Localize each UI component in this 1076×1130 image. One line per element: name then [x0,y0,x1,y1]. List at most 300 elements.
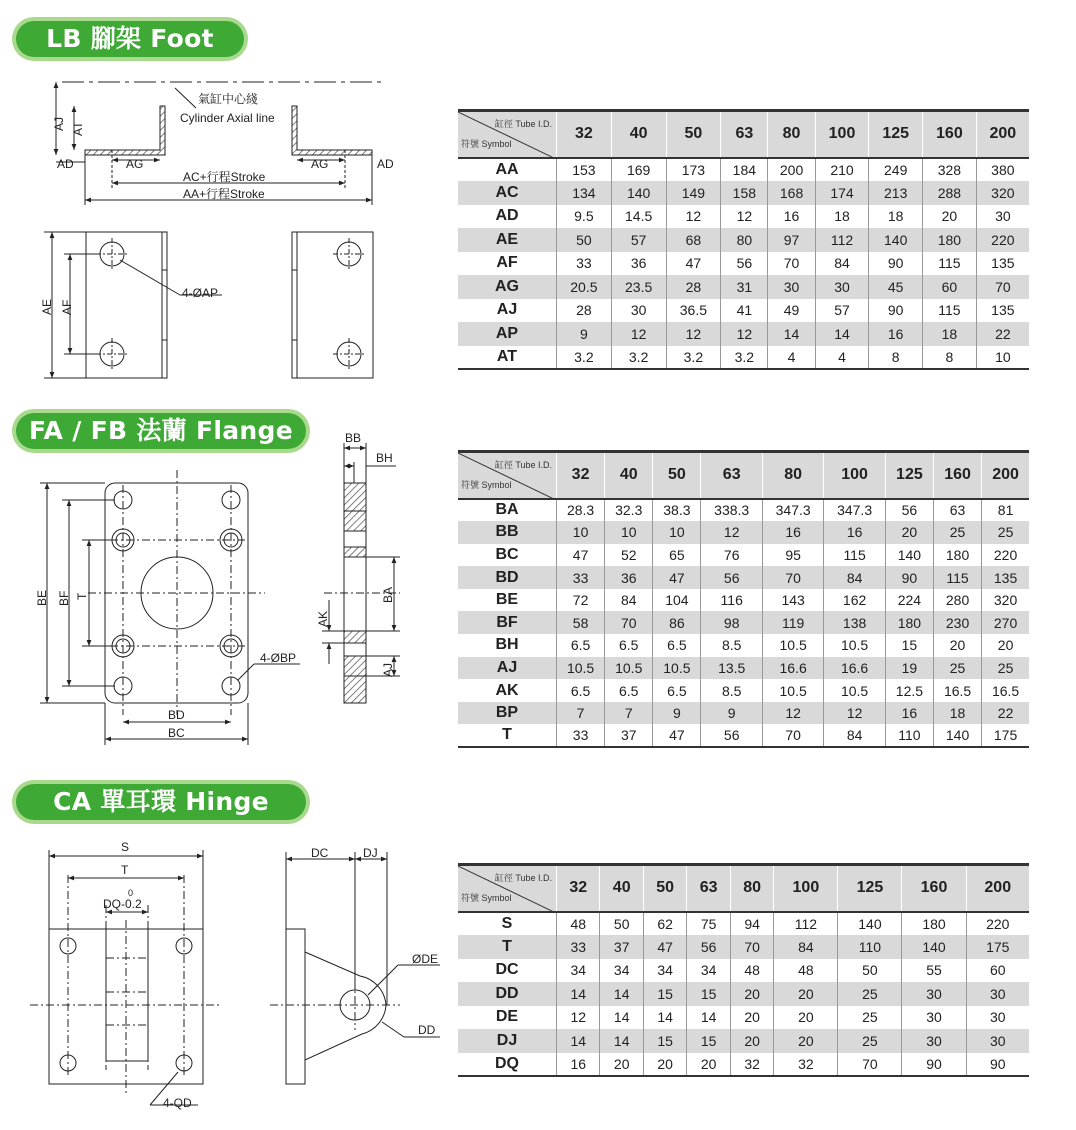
table-cell: 153 [557,158,612,182]
foot-section-title: LB 腳架 Foot [16,21,244,57]
table-cell: 338.3 [701,499,762,522]
table-row [458,702,1029,725]
flange-section-title: FA / FB 法蘭 Flange [16,413,306,449]
table-cell: 173 [666,158,721,182]
table-cell: 220 [966,912,1029,936]
row-symbol: DC [495,961,519,979]
table-cell: 12 [611,322,666,346]
dim-at-label: AT [71,121,85,136]
table-cell: 14 [600,982,643,1006]
dim-dj-label: DJ [363,846,378,860]
table-cell: 58 [557,611,605,634]
table-row [458,158,1029,182]
table-row [458,252,1029,276]
table-cell: 8 [923,346,977,370]
column-header-size: 80 [768,111,815,158]
table-cell: 115 [824,544,885,567]
table-cell: 140 [838,912,902,936]
column-header-size: 100 [815,111,869,158]
table-cell: 16 [762,521,823,544]
table-cell: 72 [557,589,605,612]
table-cell: 31 [721,275,768,299]
table-cell: 12 [762,702,823,725]
table-cell: 41 [721,299,768,323]
table-cell: 20 [730,1006,773,1030]
dim-de-label: ØDE [412,952,439,966]
table-row [458,499,1029,522]
table-cell: 81 [982,499,1029,522]
table-cell: 56 [701,724,762,747]
table-cell: 33 [557,252,612,276]
table-cell: 175 [966,935,1029,959]
table-cell: 3.2 [666,346,721,370]
table-cell: 20 [774,982,838,1006]
table-cell: 224 [885,589,933,612]
table-cell: 10.5 [605,657,653,680]
dim-t-hinge-label: T [121,863,129,877]
table-cell: 20 [885,521,933,544]
table-cell: 90 [966,1053,1029,1077]
table-cell: 30 [976,205,1029,229]
table-cell: 52 [605,544,653,567]
table-cell: 14 [687,1006,730,1030]
table-cell: 33 [557,724,605,747]
table-cell: 20 [730,1029,773,1053]
table-cell: 380 [976,158,1029,182]
table-cell: 34 [687,959,730,983]
table-cell: 9 [701,702,762,725]
center-line-cn-label: 氣缸中心綫 [198,92,259,106]
header-corner-cell [458,865,557,912]
table-cell: 70 [605,611,653,634]
table-cell: 220 [982,544,1029,567]
table-cell: 9 [653,702,701,725]
table-cell: 60 [966,959,1029,983]
column-header-size: 50 [666,111,721,158]
table-cell: 3.2 [721,346,768,370]
center-line-en-label: Cylinder Axial line [180,111,275,125]
table-row [458,1006,1029,1030]
table-cell: 149 [666,181,721,205]
row-symbol: BC [495,545,519,563]
table-cell: 134 [557,181,612,205]
table-cell: 3.2 [557,346,612,370]
table-cell: 16 [768,205,815,229]
table-cell: 30 [611,299,666,323]
table-cell: 20 [982,634,1029,657]
dim-dq-label: DQ-0.2 [103,897,142,911]
row-symbol: BA [495,501,519,519]
table-cell: 180 [933,544,981,567]
table-cell: 112 [815,228,869,252]
table-cell: 10.5 [762,634,823,657]
table-cell: 10.5 [824,679,885,702]
table-cell: 175 [982,724,1029,747]
table-cell: 9 [557,322,612,346]
table-cell: 84 [605,589,653,612]
table-cell: 70 [762,724,823,747]
table-cell: 10.5 [762,679,823,702]
flange-front-view [40,470,300,745]
table-cell: 36.5 [666,299,721,323]
table-cell: 57 [815,299,869,323]
table-cell: 3.2 [611,346,666,370]
column-header-size: 40 [611,111,666,158]
table-cell: 6.5 [557,634,605,657]
dq-tolerance-upper: 0 [128,888,134,898]
table-cell: 56 [885,499,933,522]
dim-aj-flange-label: AJ [381,662,395,677]
dim-bh-label: BH [376,451,393,465]
table-cell: 16 [557,1053,600,1077]
row-symbol: S [501,914,513,932]
table-cell: 12.5 [885,679,933,702]
table-cell: 56 [701,566,762,589]
table-cell: 84 [824,566,885,589]
table-cell: 30 [902,1029,966,1053]
row-symbol: AJ [458,657,557,680]
table-cell: 184 [721,158,768,182]
table-cell: 32.3 [605,499,653,522]
table-cell: 115 [923,252,977,276]
table-row [458,299,1029,323]
table-cell: 115 [933,566,981,589]
row-symbol: AK [495,681,519,699]
table-cell: 320 [982,589,1029,612]
table-cell: 47 [653,724,701,747]
table-cell: 28.3 [557,499,605,522]
table-cell: 119 [762,611,823,634]
dim-ae-label: AE [40,298,54,315]
hinge-hole-note: 4-QD [163,1096,192,1110]
dim-ba-label: BA [381,586,395,603]
row-symbol: T [458,935,557,959]
table-cell: 90 [885,566,933,589]
table-cell: 14 [557,982,600,1006]
column-header-size: 160 [933,452,981,499]
table-cell: 18 [923,322,977,346]
table-cell: 98 [701,611,762,634]
table-cell: 30 [966,1029,1029,1053]
table-cell: 288 [923,181,977,205]
table-cell: 180 [885,611,933,634]
table-cell: 20 [730,982,773,1006]
row-symbol: T [458,724,557,747]
row-symbol: AD [495,207,519,225]
table-cell: 249 [869,158,923,182]
table-cell: 200 [768,158,815,182]
table-cell: 140 [611,181,666,205]
table-cell: 140 [885,544,933,567]
table-cell: 180 [923,228,977,252]
column-header-size: 160 [902,865,966,912]
row-symbol: AP [458,322,557,346]
table-cell: 70 [768,252,815,276]
table-cell: 63 [933,499,981,522]
table-cell: 50 [838,959,902,983]
table-cell: 14 [557,1029,600,1053]
table-cell: 12 [557,1006,600,1030]
table-cell: 210 [815,158,869,182]
foot-hole-note: 4-ØAP [182,286,219,300]
table-cell: 14 [600,1029,643,1053]
row-symbol: DJ [458,1029,557,1053]
tube-id-label: 缸徑 Tube I.D. [494,460,552,470]
table-cell: 30 [815,275,869,299]
dim-bf-label: BF [57,590,71,606]
table-cell: 25 [982,521,1029,544]
table-cell: 25 [838,1029,902,1053]
column-header-size: 80 [730,865,773,912]
column-header-size: 125 [869,111,923,158]
column-header-size: 50 [653,452,701,499]
table-row [458,1053,1029,1077]
table-cell: 143 [762,589,823,612]
table-cell: 110 [885,724,933,747]
table-cell: 18 [869,205,923,229]
table-cell: 94 [730,912,773,936]
table-cell: 8.5 [701,634,762,657]
dim-af-label: AF [60,299,74,315]
row-symbol: BH [495,636,519,654]
table-cell: 18 [815,205,869,229]
table-cell: 84 [774,935,838,959]
dim-s-label: S [121,840,130,854]
table-cell: 50 [557,228,612,252]
table-cell: 30 [966,1006,1029,1030]
table-cell: 12 [666,322,721,346]
table-cell: 20.5 [557,275,612,299]
table-cell: 12 [824,702,885,725]
table-row [458,544,1029,567]
table-cell: 328 [923,158,977,182]
table-cell: 280 [933,589,981,612]
flange-dimension-table [458,450,1029,748]
row-symbol: AA [495,160,519,178]
row-symbol: BB [458,521,557,544]
table-cell: 15 [885,634,933,657]
column-header-size: 50 [643,865,686,912]
hinge-section-title: CA 單耳環 Hinge [16,784,306,820]
dim-t-label: T [75,592,89,600]
table-row [458,521,1029,544]
table-cell: 84 [815,252,869,276]
column-header-size: 40 [600,865,643,912]
column-header-size: 100 [774,865,838,912]
symbol-label: 符號 Symbol [461,892,512,903]
hinge-side-view [270,852,440,1084]
table-row [458,346,1029,370]
table-cell: 90 [869,252,923,276]
table-cell: 65 [653,544,701,567]
table-cell: 57 [611,228,666,252]
table-cell: 18 [933,702,981,725]
table-cell: 55 [902,959,966,983]
table-cell: 9.5 [557,205,612,229]
table-cell: 47 [643,935,686,959]
table-cell: 12 [666,205,721,229]
table-cell: 90 [902,1053,966,1077]
table-cell: 8 [869,346,923,370]
table-row [458,322,1029,346]
dim-be-label: BE [35,589,49,606]
dim-bc-label: BC [168,726,185,740]
table-cell: 34 [643,959,686,983]
table-cell: 37 [600,935,643,959]
column-header-size: 125 [885,452,933,499]
dim-dc-label: DC [311,846,329,860]
table-cell: 25 [838,1006,902,1030]
row-symbol: DD [458,982,557,1006]
table-cell: 20 [643,1053,686,1077]
table-cell: 20 [687,1053,730,1077]
table-cell: 30 [966,982,1029,1006]
table-cell: 230 [933,611,981,634]
column-header-size: 63 [721,111,768,158]
row-symbol: BF [458,611,557,634]
header-corner-cell [458,111,557,158]
table-cell: 49 [768,299,815,323]
row-symbol: AF [496,254,518,272]
row-symbol: BP [458,702,557,725]
flange-hole-note: 4-ØBP [260,651,297,665]
table-cell: 22 [982,702,1029,725]
table-cell: 80 [721,228,768,252]
table-cell: 28 [557,299,612,323]
table-cell: 220 [976,228,1029,252]
table-row [458,935,1029,959]
table-cell: 56 [687,935,730,959]
table-cell: 213 [869,181,923,205]
table-cell: 169 [611,158,666,182]
table-cell: 33 [557,566,605,589]
table-cell: 30 [768,275,815,299]
table-cell: 15 [643,982,686,1006]
table-row [458,657,1029,680]
table-cell: 135 [976,299,1029,323]
table-cell: 19 [885,657,933,680]
table-cell: 320 [976,181,1029,205]
table-cell: 162 [824,589,885,612]
table-cell: 22 [976,322,1029,346]
table-cell: 7 [605,702,653,725]
table-cell: 20 [774,1006,838,1030]
table-row [458,634,1029,657]
table-cell: 140 [933,724,981,747]
table-cell: 140 [869,228,923,252]
table-row [458,959,1029,983]
table-cell: 34 [557,959,600,983]
dim-aa-stroke-label: AA+行程Stroke [183,187,265,201]
table-cell: 16.5 [982,679,1029,702]
table-cell: 14.5 [611,205,666,229]
table-cell: 14 [815,322,869,346]
table-cell: 25 [982,657,1029,680]
table-cell: 20 [774,1029,838,1053]
table-cell: 32 [774,1053,838,1077]
table-cell: 75 [687,912,730,936]
table-cell: 32 [730,1053,773,1077]
table-cell: 30 [902,982,966,1006]
table-cell: 13.5 [701,657,762,680]
hinge-front-view [30,850,222,1105]
table-row [458,205,1029,229]
table-cell: 62 [643,912,686,936]
table-cell: 30 [902,1006,966,1030]
column-header-size: 200 [966,865,1029,912]
table-cell: 8.5 [701,679,762,702]
table-cell: 48 [557,912,600,936]
table-cell: 60 [923,275,977,299]
table-cell: 110 [838,935,902,959]
table-cell: 47 [653,566,701,589]
table-cell: 16 [885,702,933,725]
table-row [458,679,1029,702]
table-cell: 97 [768,228,815,252]
table-cell: 135 [982,566,1029,589]
dim-ag-label-left: AG [126,157,144,171]
table-cell: 48 [774,959,838,983]
column-header-size: 32 [557,452,605,499]
table-cell: 6.5 [653,679,701,702]
table-cell: 76 [701,544,762,567]
row-symbol: BE [495,591,519,609]
table-cell: 115 [923,299,977,323]
table-cell: 70 [762,566,823,589]
table-cell: 14 [768,322,815,346]
table-row [458,611,1029,634]
column-header-size: 200 [982,452,1029,499]
table-cell: 14 [643,1006,686,1030]
table-cell: 34 [600,959,643,983]
table-cell: 16 [869,322,923,346]
table-cell: 6.5 [653,634,701,657]
hinge-dimension-table [458,863,1029,1077]
table-row [458,275,1029,299]
table-cell: 23.5 [611,275,666,299]
row-symbol: AJ [496,301,518,319]
dim-bb-label: BB [345,431,362,445]
table-cell: 138 [824,611,885,634]
foot-dimension-table [458,109,1029,370]
table-cell: 15 [643,1029,686,1053]
column-header-size: 63 [701,452,762,499]
row-symbol: DQ [458,1053,557,1077]
table-cell: 10 [557,521,605,544]
tube-id-label: 缸徑 Tube I.D. [494,873,552,883]
table-cell: 47 [557,544,605,567]
table-cell: 168 [768,181,815,205]
table-cell: 38.3 [653,499,701,522]
table-cell: 86 [653,611,701,634]
table-cell: 68 [666,228,721,252]
column-header-size: 80 [762,452,823,499]
column-header-size: 100 [824,452,885,499]
table-cell: 4 [815,346,869,370]
dim-bd-label: BD [168,708,185,722]
table-row [458,228,1029,252]
table-cell: 10 [605,521,653,544]
table-cell: 25 [933,657,981,680]
table-cell: 48 [730,959,773,983]
row-symbol: BD [458,566,557,589]
table-cell: 112 [774,912,838,936]
symbol-label: 符號 Symbol [461,479,512,490]
table-cell: 47 [666,252,721,276]
column-header-size: 200 [976,111,1029,158]
column-header-size: 63 [687,865,730,912]
table-row [458,724,1029,747]
